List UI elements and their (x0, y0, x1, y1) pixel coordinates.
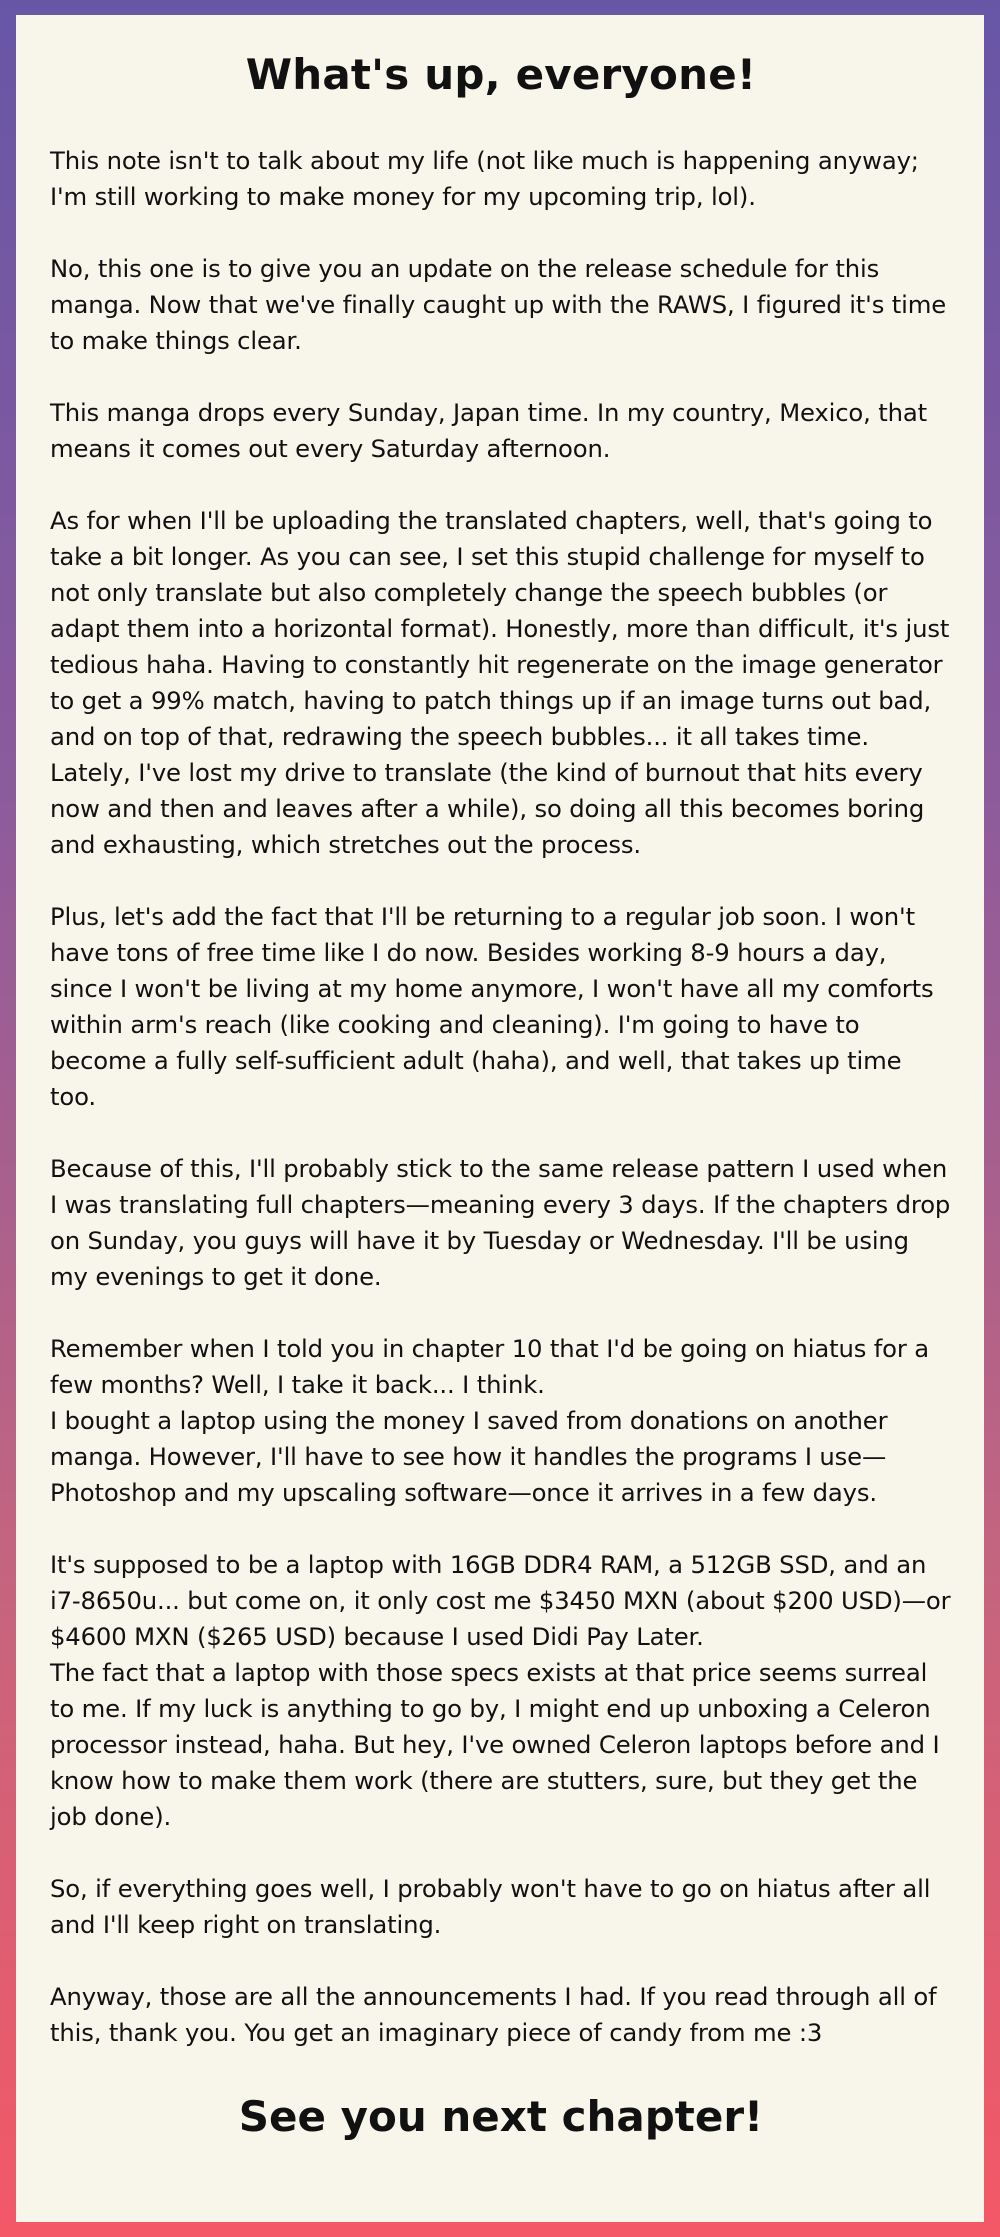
note-paragraph-8: It's supposed to be a laptop with 16GB DDR4 RAM, a 512GB SSD, and an i7-8650u... but come on, it only cost me $3450 MXN (about $200 USD)—or $4600 MXN ($265 USD) because I used Didi Pay Later. The fact that a laptop with those specs exists at that price seems surreal to me. If my luck is anything to go by, I might end up unboxing a Celeron processor instead, haha. But hey, I've owned Celeron laptops before and I know how to make them work (there are stutters, sure, but they get the job done). (50, 1550, 951, 1831)
note-paragraph-1: This note isn't to talk about my life (not like much is happening anyway; I'm still working to make money for my upcoming trip, lol). (50, 146, 919, 211)
note-paragraph-3: This manga drops every Sunday, Japan time. In my country, Mexico, that means it comes out every Saturday afternoon. (50, 398, 928, 463)
note-paragraph-9: So, if everything goes well, I probably won't have to go on hiatus after all and I'll keep right on translating. (50, 1874, 931, 1939)
note-paragraph-10: Anyway, those are all the announcements I had. If you read through all of this, thank you. You get an imaginary piece of candy from me :3 (50, 1982, 937, 2047)
note-card (16, 15, 984, 2222)
note-closing: See you next chapter! (238, 2092, 764, 2141)
note-title: What's up, everyone! (245, 50, 757, 99)
note-paragraph-2: No, this one is to give you an update on the release schedule for this manga. Now that we've finally caught up with the RAWS, I figured it's time to make things clear. (50, 254, 947, 355)
note-body (50, 143, 952, 2051)
note-paragraph-5: Plus, let's add the fact that I'll be returning to a regular job soon. I won't have tons of free time like I do now. Besides working 8-9 hours a day, since I won't be living at my home anymore, I won't have all my comforts within arm's reach (like cooking and cleaning). I'm going to have to become a fully self-sufficient adult (haha), and well, that takes up time too. (50, 902, 934, 1111)
note-paragraph-4: As for when I'll be uploading the translated chapters, well, that's going to take a bit longer. As you can see, I set this stupid challenge for myself to not only translate but also completely change the speech bubbles (or adapt them into a horizontal format). Honestly, more than difficult, it's just tedious haha. Having to constantly hit regenerate on the image generator to get a 99% match, having to patch things up if an image turns out bad, and on top of that, redrawing the speech bubbles... it all takes time. Lately, I've lost my drive to translate (the kind of burnout that hits every now and then and leaves after a while), so doing all this becomes boring and exhausting, which stretches out the process. (50, 506, 950, 859)
note-paragraph-7: Remember when I told you in chapter 10 that I'd be going on hiatus for a few months? Well, I take it back... I think. I bought a laptop using the money I saved from donations on another manga. However, I'll have to see how it handles the programs I use—Photoshop and my upscaling software—once it arrives in a few days. (50, 1334, 930, 1507)
note-paragraph-6: Because of this, I'll probably stick to the same release pattern I used when I was translating full chapters—meaning every 3 days. If the chapters drop on Sunday, you guys will have it by Tuesday or Wednesday. I'll be using my evenings to get it done. (50, 1154, 951, 1291)
